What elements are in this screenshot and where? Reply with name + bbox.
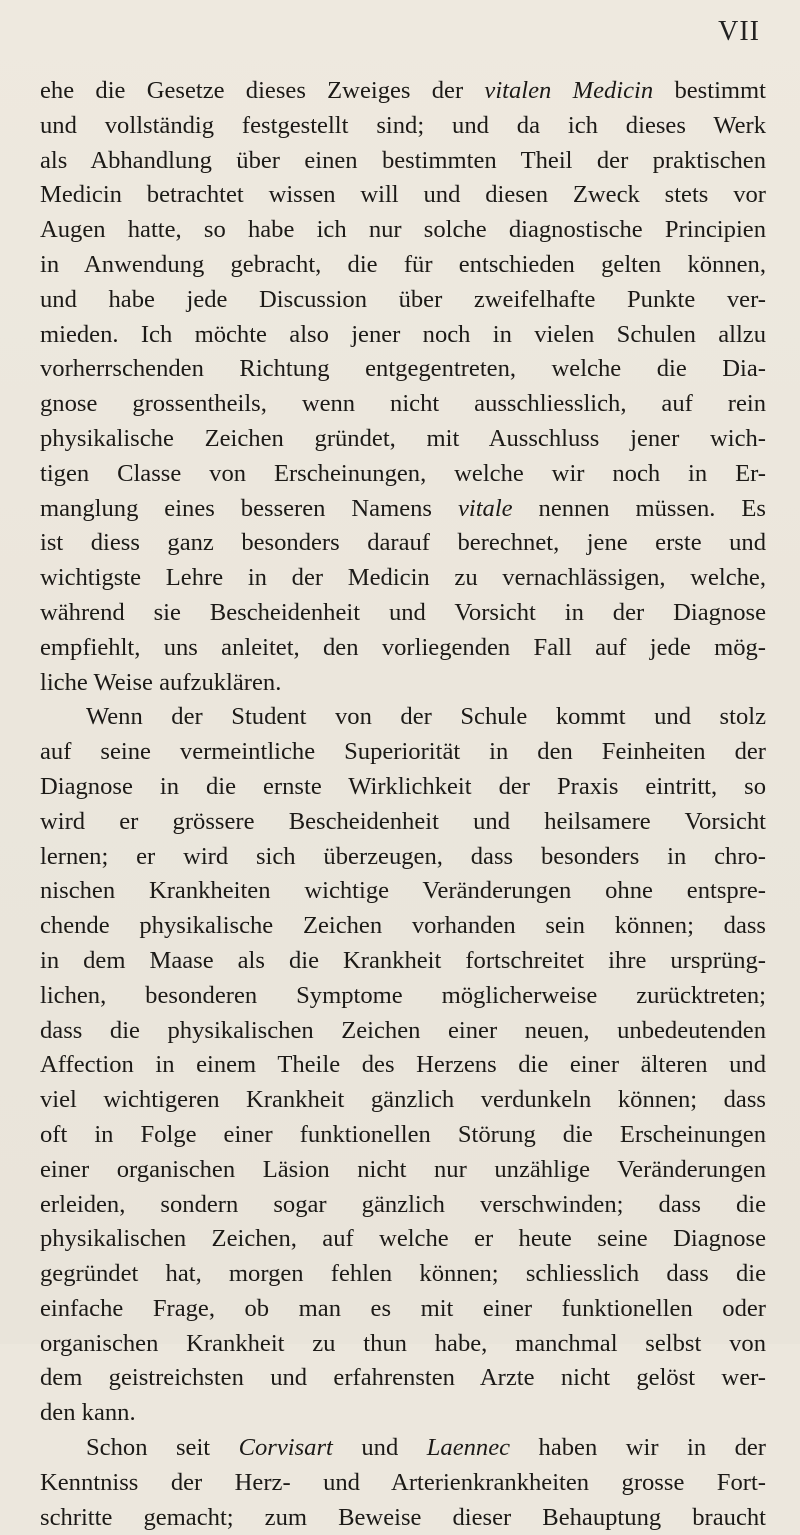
text-line — [40, 352, 766, 387]
text-line — [40, 109, 766, 144]
text-segment: in dem Maase als die Krankheit fortschreitet ihre ursprüng- — [40, 946, 766, 974]
text-line — [40, 1466, 766, 1501]
text-line — [40, 840, 766, 875]
text-segment: schritte gemacht; zum Beweise dieser Behauptung braucht — [40, 1503, 766, 1531]
text-segment: dass die physikalischen Zeichen einer neuen, unbedeutenden — [40, 1016, 766, 1044]
text-line — [40, 561, 766, 596]
text-segment: ist diess ganz besonders darauf berechnet, jene erste und — [40, 529, 766, 557]
text-line — [40, 213, 766, 248]
text-segment: den kann. — [40, 1399, 136, 1427]
text-line — [40, 457, 766, 492]
text-segment: Kenntniss der Herz- und Arterienkrankheiten grosse Fort- — [40, 1468, 766, 1496]
text-line — [40, 596, 766, 631]
body-text — [40, 74, 766, 1535]
text-line — [40, 1188, 766, 1223]
text-line — [40, 1222, 766, 1257]
text-segment: nischen Krankheiten wichtige Veränderungen ohne entspre- — [40, 877, 766, 905]
text-line — [40, 1014, 766, 1049]
text-segment: während sie Bescheidenheit und Vorsicht in der Diagnose — [40, 598, 766, 626]
text-segment: haben wir in der — [510, 1434, 766, 1462]
text-line — [40, 1257, 766, 1292]
text-segment: Augen hatte, so habe ich nur solche diagnostische Principien — [40, 216, 766, 244]
text-line — [40, 1327, 766, 1362]
text-segment: auf seine vermeintliche Superiorität in den Feinheiten der — [40, 738, 766, 766]
text-segment: als Abhandlung über einen bestimmten Theil der praktischen — [40, 146, 766, 174]
text-line — [40, 144, 766, 179]
text-line — [40, 387, 766, 422]
text-line — [40, 1396, 766, 1431]
text-segment: einer organischen Läsion nicht nur unzählige Veränderungen — [40, 1155, 766, 1183]
text-segment: und habe jede Discussion über zweifelhafte Punkte ver- — [40, 285, 766, 313]
emphasized-name: vitale — [457, 494, 513, 522]
text-segment: erleiden, sondern sogar gänzlich verschwinden; dass die — [40, 1190, 766, 1218]
text-line — [40, 805, 766, 840]
text-line — [40, 1292, 766, 1327]
text-segment: vorherrschenden Richtung entgegentreten, welche die Dia- — [40, 355, 766, 383]
text-segment: physikalischen Zeichen, auf welche er heute seine Diagnose — [40, 1225, 766, 1253]
text-segment: Diagnose in die ernste Wirklichkeit der Praxis eintritt, so — [40, 772, 766, 800]
text-segment: wird er grössere Bescheidenheit und heilsamere Vorsicht — [40, 807, 766, 835]
text-line — [40, 631, 766, 666]
text-line — [40, 909, 766, 944]
text-segment: in Anwendung gebracht, die für entschieden gelten können, — [40, 250, 766, 278]
text-line — [40, 178, 766, 213]
text-segment: liche Weise aufzuklären. — [40, 668, 282, 696]
text-line — [40, 979, 766, 1014]
text-segment: dem geistreichsten und erfahrensten Arzte nicht gelöst wer- — [40, 1364, 766, 1392]
text-segment: empfiehlt, uns anleitet, den vorliegenden Fall auf jede mög- — [40, 633, 766, 661]
text-segment: Affection in einem Theile des Herzens die einer älteren und — [40, 1051, 766, 1079]
text-segment: physikalische Zeichen gründet, mit Ausschluss jener wich- — [40, 424, 766, 452]
text-line — [40, 770, 766, 805]
text-line — [40, 422, 766, 457]
text-segment: und vollständig festgestellt sind; und da ich dieses Werk — [40, 111, 766, 139]
text-segment: lernen; er wird sich überzeugen, dass besonders in chro- — [40, 842, 766, 870]
text-line — [40, 874, 766, 909]
text-segment: nennen müssen. Es — [512, 494, 766, 522]
text-segment: Wenn der Student von der Schule kommt und stolz — [86, 703, 766, 731]
page-number: VII — [718, 16, 760, 47]
text-line — [40, 1361, 766, 1396]
text-segment: gegründet hat, morgen fehlen können; schliesslich dass die — [40, 1260, 766, 1288]
text-segment: bestimmt — [653, 77, 767, 104]
text-line — [40, 944, 766, 979]
text-line — [40, 283, 766, 318]
text-segment: viel wichtigeren Krankheit gänzlich verdunkeln können; dass — [40, 1086, 766, 1114]
text-line — [40, 666, 766, 701]
emphasized-name: vitalen Medicin — [484, 77, 654, 104]
text-line — [40, 492, 766, 527]
emphasized-name: Laennec — [426, 1434, 511, 1462]
text-segment: ehe die Gesetze dieses Zweiges der — [40, 77, 485, 104]
emphasized-name: Corvisart — [238, 1434, 333, 1462]
text-line — [40, 1083, 766, 1118]
text-segment: wichtigste Lehre in der Medicin zu vernachlässigen, welche, — [40, 564, 766, 592]
text-segment: organischen Krankheit zu thun habe, manchmal selbst von — [40, 1329, 766, 1357]
text-line — [40, 700, 766, 735]
text-segment: tigen Classe von Erscheinungen, welche wir noch in Er- — [40, 459, 766, 487]
text-line — [40, 1431, 766, 1466]
text-segment: chende physikalische Zeichen vorhanden sein können; dass — [40, 912, 766, 940]
text-segment: manglung eines besseren Namens — [40, 494, 458, 522]
text-segment: oft in Folge einer funktionellen Störung die Erscheinungen — [40, 1120, 766, 1148]
text-line — [40, 318, 766, 353]
text-segment: lichen, besonderen Symptome möglicherweise zurücktreten; — [40, 981, 766, 1009]
text-segment: und — [332, 1434, 427, 1462]
text-line — [40, 1153, 766, 1188]
text-line — [40, 1048, 766, 1083]
text-line — [40, 1118, 766, 1153]
text-segment: einfache Frage, ob man es mit einer funktionellen oder — [40, 1294, 766, 1322]
text-segment: Schon seit — [86, 1434, 239, 1462]
text-line — [40, 526, 766, 561]
text-segment: mieden. Ich möchte also jener noch in vielen Schulen allzu — [40, 320, 766, 348]
text-line — [40, 735, 766, 770]
text-line — [40, 74, 766, 109]
text-segment: Medicin betrachtet wissen will und diesen Zweck stets vor — [40, 181, 766, 209]
text-line — [40, 1501, 766, 1535]
text-segment: gnose grossentheils, wenn nicht ausschliesslich, auf rein — [40, 390, 766, 418]
text-line — [40, 248, 766, 283]
